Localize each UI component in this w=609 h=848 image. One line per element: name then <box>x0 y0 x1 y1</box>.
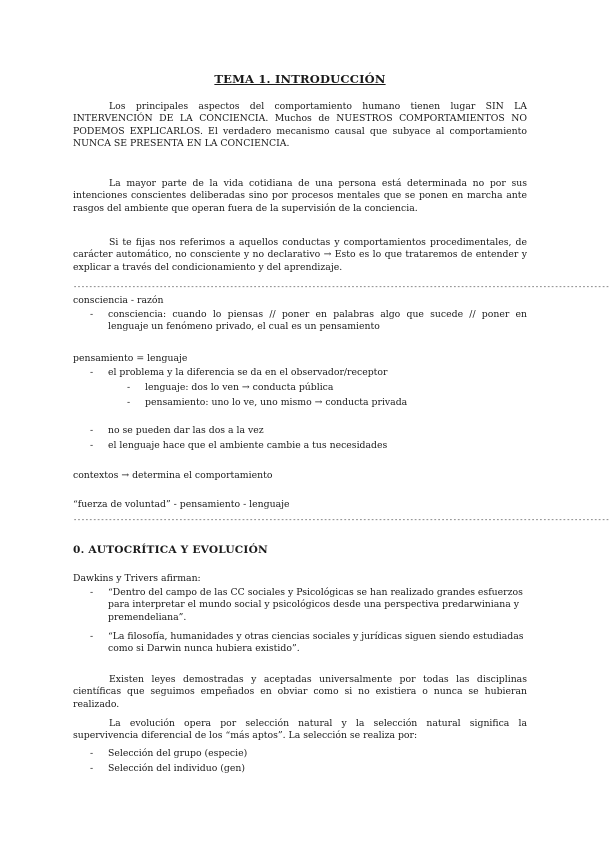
bullet-dash: - <box>90 425 94 436</box>
sub-bullet-lenguaje: lenguaje: dos lo ven → conducta pública <box>145 382 334 393</box>
separator-line: ----------------------------------------------------------------------------------------------------------------------------------------- <box>73 283 609 291</box>
bullet-dash: - <box>90 763 94 774</box>
sub-bullet-dash: - <box>127 397 131 408</box>
dawkins-intro: Dawkins y Trivers afirman: <box>73 573 201 584</box>
contextos-line: contextos → determina el comportamiento <box>73 470 273 481</box>
bullet-dash: - <box>90 440 94 451</box>
sub-bullet-pensamiento: pensamiento: uno lo ve, uno mismo → conducta privada <box>145 397 408 408</box>
bullet-dash: - <box>90 367 94 378</box>
bullet-no-a-la-vez: no se pueden dar las dos a la vez <box>108 425 264 436</box>
bullet-dash: - <box>90 748 94 759</box>
section-heading: 0. AUTOCRÍTICA Y EVOLUCIÓN <box>73 544 268 556</box>
seleccion-individuo: Selección del individuo (gen) <box>108 763 245 774</box>
quote-1: “Dentro del campo de las CC sociales y Psicológicas se han realizado grandes esfuerzos para interpretar el mundo social y psicológicos desde una perspectiva predarwiniana y premendeliana”. <box>108 587 523 623</box>
consciencia-heading: consciencia - razón <box>73 295 164 306</box>
consciencia-bullet: consciencia: cuando lo piensas // poner en palabras algo que sucede // poner en lenguaje un fenómeno privado, el cual es un pensamiento <box>108 309 527 333</box>
fuerza-voluntad-line: “fuerza de voluntad” - pensamiento - lenguaje <box>73 499 290 510</box>
bullet-dash: - <box>90 309 94 320</box>
seleccion-grupo: Selección del grupo (especie) <box>108 748 248 759</box>
bullet-lenguaje-ambiente: el lenguaje hace que el ambiente cambie a tus necesidades <box>108 440 388 451</box>
pensamiento-bullet: el problema y la diferencia se da en el observador/receptor <box>108 367 388 378</box>
bullet-dash: - <box>90 631 94 642</box>
quote-2: “La filosofía, humanidades y otras ciencias sociales y jurídicas siguen siendo estudiadas como si Darwin nunca hubiera existido”. <box>108 631 524 655</box>
sub-bullet-dash: - <box>127 382 131 393</box>
intro-paragraph-3: Si te fijas nos referimos a aquellos conductas y comportamientos procedimentales, de carácter automático, no consciente y no declarativo → Esto es lo que trataremos de entender y explicar a través del condicionamiento y del aprendizaje. <box>73 237 527 273</box>
leyes-paragraph: Existen leyes demostradas y aceptadas universalmente por todas las disciplinas científicas que seguimos empeñados en obviar como si no existiera o nunca se hubieran realizado. <box>73 674 527 710</box>
intro-paragraph-1: Los principales aspectos del comportamiento humano tienen lugar SIN LA INTERVENCIÓN DE LA CONCIENCIA. Muchos de NUESTROS COMPORTAMIENTOS NO PODEMOS EXPLICARLOS. El verdadero mecanismo causal que subyace al comportamiento NUNCA SE PRESENTA EN LA CONCIENCIA. <box>73 101 527 149</box>
pensamiento-heading: pensamiento = lenguaje <box>73 353 188 364</box>
bullet-dash: - <box>90 587 94 598</box>
evolucion-paragraph: La evolución opera por selección natural y la selección natural significa la supervivencia diferencial de los “más aptos”. La selección se realiza por: <box>73 718 527 742</box>
separator-line: ----------------------------------------------------------------------------------------------------------------------------------------- <box>73 516 609 524</box>
intro-paragraph-2: La mayor parte de la vida cotidiana de una persona está determinada no por sus intenciones conscientes deliberadas sino por procesos mentales que se ponen en marcha ante rasgos del ambiente que operan fuera de la supervisión de la conciencia. <box>73 178 527 214</box>
page-title: TEMA 1. INTRODUCCIÓN <box>214 72 386 86</box>
